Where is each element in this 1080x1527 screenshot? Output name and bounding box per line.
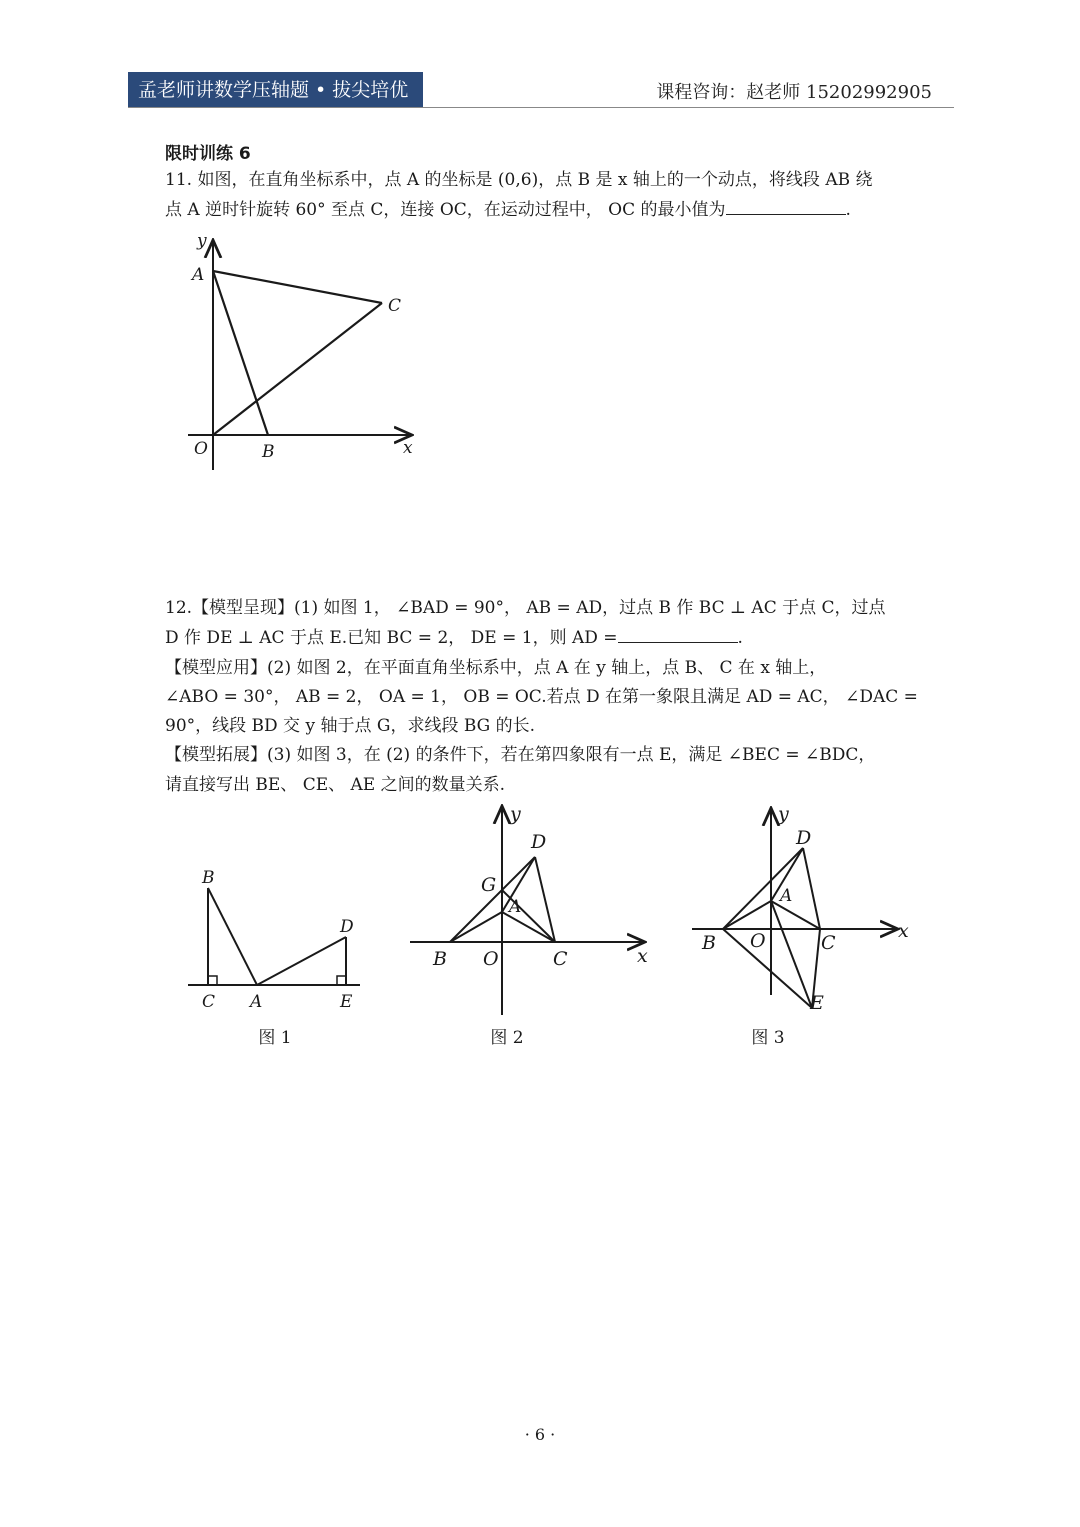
fig2-label-b: B <box>433 948 447 970</box>
fig3-label-d: D <box>796 827 812 849</box>
fig1-right-angle-e <box>337 976 346 985</box>
fig2-segment-bd <box>450 857 535 942</box>
fig2-label-o: O <box>483 948 499 970</box>
q12-line-7: 请直接写出 BE、 CE、 AE 之间的数量关系. <box>165 775 506 795</box>
q12-line-1: 12.【模型呈现】(1) 如图 1， ∠BAD = 90°， AB = AD，过点 B 作 BC ⊥ AC 于点 C，过点 <box>165 598 886 618</box>
q12-line-4: ∠ABO = 30°， AB = 2， OA = 1， OB = OC.若点 D 在第一象限且满足 AD = AC， ∠DAC = <box>165 687 918 707</box>
q11-segment-ab <box>213 271 268 435</box>
q12-figure-3 <box>688 800 918 1020</box>
header-contact: 课程咨询：赵老师 15202992905 <box>656 82 932 103</box>
fig3-label-y: y <box>778 803 789 825</box>
q11-label-b: B <box>262 442 275 462</box>
fig2-segment-dc <box>535 857 555 942</box>
header-title-band <box>128 72 423 108</box>
fig1-label-a: A <box>250 992 263 1012</box>
q11-answer-blank <box>726 196 846 215</box>
q11-line-1: 11. 如图，在直角坐标系中，点 A 的坐标是 (0,6)，点 B 是 x 轴上的一个动点，将线段 AB 绕 <box>165 170 873 190</box>
fig1-label-c: C <box>202 992 216 1012</box>
q11-label-a: A <box>192 265 205 285</box>
fig3-caption: 图 3 <box>751 1028 785 1048</box>
q12-line-2-end: . <box>737 628 743 648</box>
q11-line-2 <box>165 195 925 225</box>
fig3-label-e: E <box>810 992 824 1014</box>
fig3-label-c: C <box>821 932 836 954</box>
q12-line-5: 90°，线段 BD 交 y 轴于点 G，求线段 BG 的长. <box>165 716 536 736</box>
q12-line-3: 【模型应用】(2) 如图 2，在平面直角坐标系中，点 A 在 y 轴上，点 B、 C 在 x 轴上， <box>165 658 827 678</box>
fig3-label-x: x <box>898 920 909 942</box>
q11-line-2-end: . <box>845 200 851 220</box>
q12-line-6: 【模型拓展】(3) 如图 3，在 (2) 的条件下，若在第四象限有一点 E，满足 ∠BEC = ∠BDC， <box>165 745 876 765</box>
page-number: · 6 · <box>524 1425 556 1444</box>
q11-label-y: y <box>197 231 207 251</box>
q11-line-2-text: 点 A 逆时针旋转 60° 至点 C，连接 OC，在运动过程中， OC 的最小值为 <box>165 200 726 220</box>
fig1-segment-ba <box>208 888 257 985</box>
fig1-label-b: B <box>202 868 215 888</box>
q12-figure-2 <box>405 800 660 1020</box>
fig3-segment-be <box>723 929 812 1008</box>
q12-figure-1 <box>180 860 370 1020</box>
q11-segment-ac <box>213 271 382 303</box>
section-title: 限时训练 6 <box>165 144 251 164</box>
q11-label-o: O <box>194 439 208 459</box>
fig1-caption: 图 1 <box>258 1028 292 1048</box>
fig1-segment-ad <box>257 937 346 985</box>
fig1-label-e: E <box>340 992 353 1012</box>
q11-segment-oc <box>213 303 382 435</box>
fig3-segment-dc <box>803 848 820 929</box>
q11-label-x: x <box>403 438 413 458</box>
fig2-caption: 图 2 <box>490 1028 524 1048</box>
fig3-segment-ac <box>771 901 820 929</box>
fig3-label-a: A <box>780 886 793 906</box>
fig2-label-x: x <box>637 945 648 967</box>
fig3-segment-ae <box>771 901 812 1008</box>
q12-line-2-text: D 作 DE ⊥ AC 于点 E.已知 BC = 2， DE = 1，则 AD = <box>165 628 618 648</box>
fig2-label-y: y <box>510 803 521 825</box>
header-title: 孟老师讲数学压轴题 • 拔尖培优 <box>138 79 409 101</box>
header-divider <box>128 107 954 108</box>
fig2-label-a: A <box>509 897 522 917</box>
q12-line-2 <box>165 623 925 653</box>
fig2-label-c: C <box>553 948 568 970</box>
fig2-label-g: G <box>481 874 497 896</box>
fig1-label-d: D <box>340 917 354 937</box>
fig1-right-angle-c <box>208 976 217 985</box>
q11-label-c: C <box>388 296 402 316</box>
q11-figure <box>180 228 420 478</box>
fig3-label-o: O <box>750 930 766 952</box>
fig2-label-d: D <box>531 831 547 853</box>
q12-answer-blank <box>618 624 738 643</box>
fig3-label-b: B <box>702 932 716 954</box>
